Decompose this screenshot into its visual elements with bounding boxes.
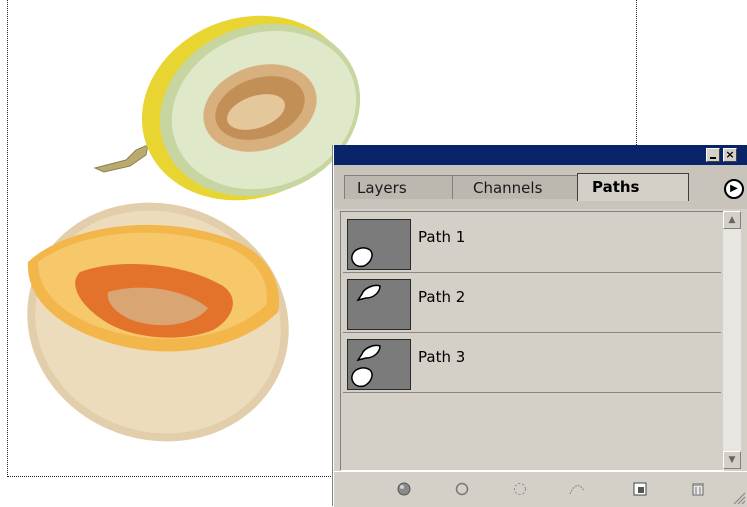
path-label: Path 3: [418, 348, 466, 366]
paths-list: [340, 211, 724, 471]
path-label: Path 1: [418, 228, 466, 246]
path-2-shape-icon: [348, 280, 410, 329]
close-icon[interactable]: ×: [723, 148, 737, 162]
scroll-up-icon[interactable]: ▲: [723, 211, 741, 229]
minimize-icon[interactable]: [706, 148, 720, 162]
palette-tabbar: [334, 165, 747, 209]
palette-menu-arrow-icon[interactable]: ▶: [724, 179, 744, 199]
scroll-down-icon[interactable]: ▼: [723, 451, 741, 469]
path-row-1[interactable]: [343, 214, 721, 273]
resize-grip-icon[interactable]: [732, 491, 746, 505]
path-row-3[interactable]: [343, 334, 721, 393]
fill-path-icon[interactable]: [396, 482, 412, 496]
palette-titlebar[interactable]: [334, 145, 747, 165]
cantaloupe-melon: [8, 169, 320, 475]
make-work-path-icon[interactable]: [568, 482, 584, 496]
path-1-shape-icon: [348, 220, 410, 269]
new-path-icon[interactable]: [632, 482, 648, 496]
load-selection-icon[interactable]: [512, 482, 528, 496]
path-thumbnail: [347, 279, 411, 330]
palette-bottom-bar: [334, 471, 747, 507]
path-row-2[interactable]: [343, 274, 721, 333]
tab-paths[interactable]: Paths: [577, 173, 689, 201]
paths-palette: [333, 145, 747, 506]
trash-icon[interactable]: [690, 482, 706, 496]
path-thumbnail: [347, 339, 411, 390]
path-3-shape-icon: [348, 340, 410, 389]
vertical-scrollbar[interactable]: [723, 211, 741, 469]
tab-layers[interactable]: Layers: [344, 175, 454, 199]
stroke-path-icon[interactable]: [454, 482, 470, 496]
path-thumbnail: [347, 219, 411, 270]
tab-channels[interactable]: Channels: [452, 175, 580, 199]
path-label: Path 2: [418, 288, 466, 306]
